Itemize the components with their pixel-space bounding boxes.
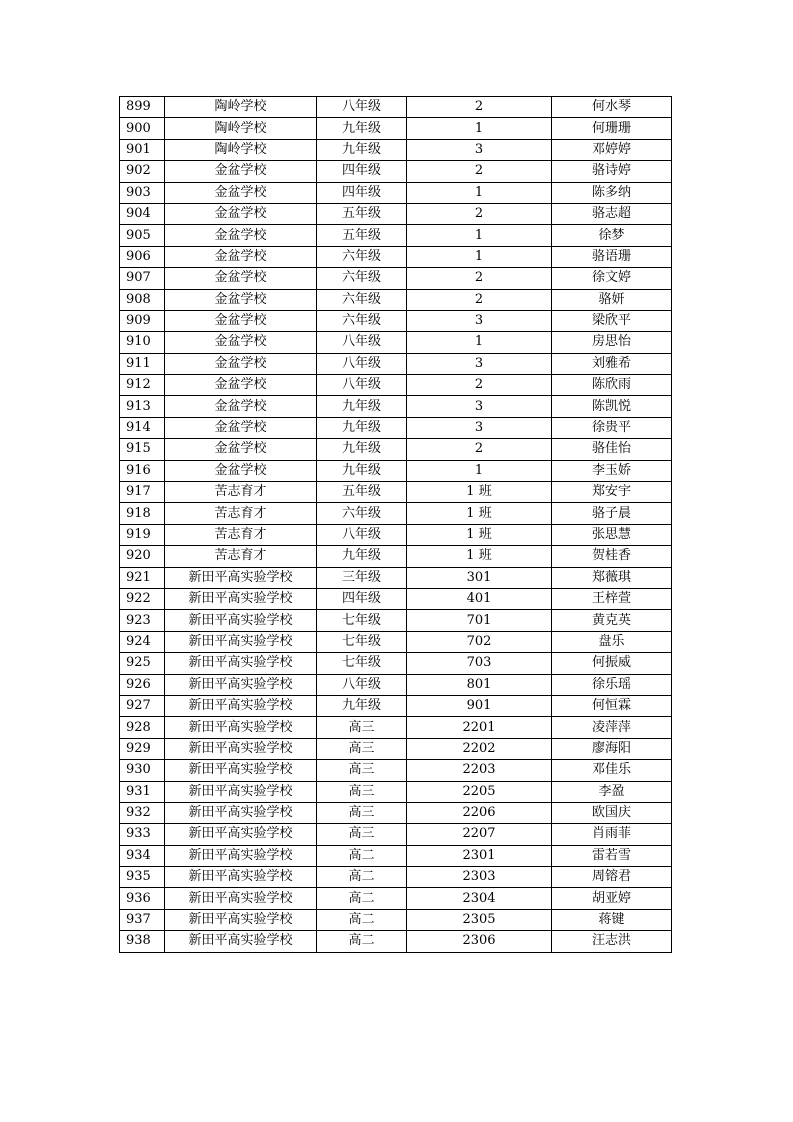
table-row	[120, 931, 672, 952]
student-name-cell: 徐贵平	[552, 417, 672, 438]
row-number-cell: 912	[120, 375, 165, 396]
student-name-cell: 郑安宇	[552, 482, 672, 503]
row-number-cell: 908	[120, 289, 165, 310]
grade-cell: 九年级	[317, 546, 407, 567]
row-number-cell: 899	[120, 97, 165, 118]
class-cell: 2	[407, 268, 552, 289]
student-name-cell: 欧国庆	[552, 802, 672, 823]
class-cell: 2203	[407, 760, 552, 781]
table-row	[120, 353, 672, 374]
class-cell: 703	[407, 653, 552, 674]
school-cell: 新田平高实验学校	[165, 631, 317, 652]
student-name-cell: 骆妍	[552, 289, 672, 310]
row-number-cell: 924	[120, 631, 165, 652]
class-cell: 1	[407, 246, 552, 267]
table-row	[120, 653, 672, 674]
grade-cell: 高二	[317, 909, 407, 930]
table-row	[120, 610, 672, 631]
school-cell: 金盆学校	[165, 268, 317, 289]
row-number-cell: 926	[120, 674, 165, 695]
row-number-cell: 933	[120, 824, 165, 845]
student-name-cell: 张思慧	[552, 524, 672, 545]
grade-cell: 高三	[317, 717, 407, 738]
row-number-cell: 915	[120, 439, 165, 460]
student-name-cell: 汪志洪	[552, 931, 672, 952]
grade-cell: 高三	[317, 738, 407, 759]
row-number-cell: 903	[120, 182, 165, 203]
class-cell: 2206	[407, 802, 552, 823]
row-number-cell: 935	[120, 867, 165, 888]
school-cell: 金盆学校	[165, 375, 317, 396]
student-name-cell: 贺桂香	[552, 546, 672, 567]
student-name-cell: 王梓萱	[552, 588, 672, 609]
school-cell: 陶岭学校	[165, 139, 317, 160]
table-row	[120, 439, 672, 460]
grade-cell: 九年级	[317, 139, 407, 160]
class-cell: 901	[407, 695, 552, 716]
row-number-cell: 921	[120, 567, 165, 588]
row-number-cell: 910	[120, 332, 165, 353]
student-name-cell: 骆子晨	[552, 503, 672, 524]
student-name-cell: 陈多纳	[552, 182, 672, 203]
student-name-cell: 何恒霖	[552, 695, 672, 716]
table-row	[120, 310, 672, 331]
table-row	[120, 867, 672, 888]
table-row	[120, 695, 672, 716]
row-number-cell: 905	[120, 225, 165, 246]
school-cell: 新田平高实验学校	[165, 567, 317, 588]
student-name-cell: 陈凯悦	[552, 396, 672, 417]
student-name-cell: 徐乐瑶	[552, 674, 672, 695]
student-name-cell: 蒋键	[552, 909, 672, 930]
school-cell: 苦志育才	[165, 546, 317, 567]
class-cell: 1	[407, 118, 552, 139]
class-cell: 2202	[407, 738, 552, 759]
school-cell: 金盆学校	[165, 225, 317, 246]
class-cell: 2	[407, 161, 552, 182]
school-cell: 新田平高实验学校	[165, 695, 317, 716]
student-name-cell: 李玉娇	[552, 460, 672, 481]
grade-cell: 高三	[317, 760, 407, 781]
row-number-cell: 900	[120, 118, 165, 139]
school-cell: 金盆学校	[165, 161, 317, 182]
school-cell: 苦志育才	[165, 482, 317, 503]
row-number-cell: 932	[120, 802, 165, 823]
school-cell: 金盆学校	[165, 396, 317, 417]
student-name-cell: 胡亚婷	[552, 888, 672, 909]
grade-cell: 高二	[317, 931, 407, 952]
school-cell: 新田平高实验学校	[165, 760, 317, 781]
class-cell: 1	[407, 182, 552, 203]
school-cell: 新田平高实验学校	[165, 845, 317, 866]
table-row	[120, 781, 672, 802]
table-row	[120, 396, 672, 417]
grade-cell: 八年级	[317, 353, 407, 374]
table-row	[120, 909, 672, 930]
table-row	[120, 845, 672, 866]
table-row	[120, 246, 672, 267]
class-cell: 1	[407, 225, 552, 246]
roster-table	[119, 96, 672, 953]
school-cell: 金盆学校	[165, 439, 317, 460]
table-row	[120, 567, 672, 588]
class-cell: 702	[407, 631, 552, 652]
row-number-cell: 917	[120, 482, 165, 503]
class-cell: 3	[407, 353, 552, 374]
table-row	[120, 268, 672, 289]
row-number-cell: 902	[120, 161, 165, 182]
grade-cell: 九年级	[317, 460, 407, 481]
student-name-cell: 肖雨菲	[552, 824, 672, 845]
school-cell: 金盆学校	[165, 203, 317, 224]
student-name-cell: 徐文婷	[552, 268, 672, 289]
row-number-cell: 928	[120, 717, 165, 738]
row-number-cell: 922	[120, 588, 165, 609]
table-row	[120, 482, 672, 503]
student-name-cell: 凌萍萍	[552, 717, 672, 738]
school-cell: 金盆学校	[165, 289, 317, 310]
class-cell: 301	[407, 567, 552, 588]
class-cell: 2305	[407, 909, 552, 930]
row-number-cell: 901	[120, 139, 165, 160]
row-number-cell: 925	[120, 653, 165, 674]
table-row	[120, 225, 672, 246]
table-row	[120, 503, 672, 524]
row-number-cell: 930	[120, 760, 165, 781]
student-name-cell: 郑薇琪	[552, 567, 672, 588]
school-cell: 金盆学校	[165, 246, 317, 267]
roster-table-body	[120, 97, 672, 953]
school-cell: 新田平高实验学校	[165, 674, 317, 695]
table-row	[120, 738, 672, 759]
table-row	[120, 674, 672, 695]
grade-cell: 九年级	[317, 417, 407, 438]
student-name-cell: 房思怡	[552, 332, 672, 353]
grade-cell: 五年级	[317, 203, 407, 224]
table-row	[120, 182, 672, 203]
row-number-cell: 934	[120, 845, 165, 866]
class-cell: 1 班	[407, 503, 552, 524]
table-row	[120, 375, 672, 396]
grade-cell: 五年级	[317, 225, 407, 246]
school-cell: 新田平高实验学校	[165, 610, 317, 631]
table-row	[120, 760, 672, 781]
class-cell: 2	[407, 375, 552, 396]
grade-cell: 八年级	[317, 375, 407, 396]
table-row	[120, 631, 672, 652]
grade-cell: 九年级	[317, 439, 407, 460]
class-cell: 1 班	[407, 546, 552, 567]
school-cell: 苦志育才	[165, 503, 317, 524]
grade-cell: 高二	[317, 888, 407, 909]
grade-cell: 九年级	[317, 396, 407, 417]
grade-cell: 高二	[317, 845, 407, 866]
school-cell: 金盆学校	[165, 460, 317, 481]
school-cell: 新田平高实验学校	[165, 824, 317, 845]
student-name-cell: 骆志超	[552, 203, 672, 224]
class-cell: 2303	[407, 867, 552, 888]
grade-cell: 三年级	[317, 567, 407, 588]
class-cell: 1	[407, 460, 552, 481]
row-number-cell: 936	[120, 888, 165, 909]
row-number-cell: 929	[120, 738, 165, 759]
row-number-cell: 931	[120, 781, 165, 802]
student-name-cell: 梁欣平	[552, 310, 672, 331]
class-cell: 2205	[407, 781, 552, 802]
school-cell: 陶岭学校	[165, 97, 317, 118]
grade-cell: 高三	[317, 802, 407, 823]
school-cell: 新田平高实验学校	[165, 802, 317, 823]
student-name-cell: 黄克英	[552, 610, 672, 631]
table-row	[120, 203, 672, 224]
row-number-cell: 906	[120, 246, 165, 267]
table-row	[120, 161, 672, 182]
class-cell: 3	[407, 139, 552, 160]
table-row	[120, 118, 672, 139]
student-name-cell: 徐梦	[552, 225, 672, 246]
class-cell: 2	[407, 289, 552, 310]
grade-cell: 六年级	[317, 310, 407, 331]
student-name-cell: 李盈	[552, 781, 672, 802]
student-name-cell: 何珊珊	[552, 118, 672, 139]
class-cell: 2301	[407, 845, 552, 866]
student-name-cell: 陈欣雨	[552, 375, 672, 396]
student-name-cell: 骆诗婷	[552, 161, 672, 182]
table-row	[120, 460, 672, 481]
grade-cell: 六年级	[317, 246, 407, 267]
student-name-cell: 骆佳怡	[552, 439, 672, 460]
table-row	[120, 546, 672, 567]
row-number-cell: 914	[120, 417, 165, 438]
row-number-cell: 907	[120, 268, 165, 289]
grade-cell: 六年级	[317, 268, 407, 289]
school-cell: 新田平高实验学校	[165, 781, 317, 802]
grade-cell: 八年级	[317, 674, 407, 695]
grade-cell: 四年级	[317, 588, 407, 609]
row-number-cell: 916	[120, 460, 165, 481]
class-cell: 2	[407, 439, 552, 460]
table-row	[120, 417, 672, 438]
table-row	[120, 824, 672, 845]
student-name-cell: 刘雅希	[552, 353, 672, 374]
row-number-cell: 920	[120, 546, 165, 567]
grade-cell: 八年级	[317, 97, 407, 118]
table-row	[120, 139, 672, 160]
row-number-cell: 919	[120, 524, 165, 545]
class-cell: 1	[407, 332, 552, 353]
table-row	[120, 588, 672, 609]
grade-cell: 五年级	[317, 482, 407, 503]
student-name-cell: 雷若雪	[552, 845, 672, 866]
student-name-cell: 邓佳乐	[552, 760, 672, 781]
student-name-cell: 邓婷婷	[552, 139, 672, 160]
school-cell: 新田平高实验学校	[165, 867, 317, 888]
table-row	[120, 97, 672, 118]
row-number-cell: 911	[120, 353, 165, 374]
class-cell: 3	[407, 417, 552, 438]
row-number-cell: 938	[120, 931, 165, 952]
student-name-cell: 何振威	[552, 653, 672, 674]
student-name-cell: 盘乐	[552, 631, 672, 652]
class-cell: 701	[407, 610, 552, 631]
class-cell: 3	[407, 396, 552, 417]
school-cell: 苦志育才	[165, 524, 317, 545]
school-cell: 新田平高实验学校	[165, 909, 317, 930]
school-cell: 新田平高实验学校	[165, 717, 317, 738]
class-cell: 2306	[407, 931, 552, 952]
table-row	[120, 802, 672, 823]
grade-cell: 六年级	[317, 289, 407, 310]
grade-cell: 四年级	[317, 161, 407, 182]
class-cell: 1 班	[407, 524, 552, 545]
student-name-cell: 骆语珊	[552, 246, 672, 267]
class-cell: 401	[407, 588, 552, 609]
grade-cell: 六年级	[317, 503, 407, 524]
row-number-cell: 923	[120, 610, 165, 631]
table-row	[120, 332, 672, 353]
school-cell: 新田平高实验学校	[165, 931, 317, 952]
grade-cell: 七年级	[317, 631, 407, 652]
school-cell: 新田平高实验学校	[165, 888, 317, 909]
class-cell: 2	[407, 97, 552, 118]
table-row	[120, 717, 672, 738]
student-name-cell: 廖海阳	[552, 738, 672, 759]
class-cell: 1 班	[407, 482, 552, 503]
school-cell: 新田平高实验学校	[165, 588, 317, 609]
row-number-cell: 927	[120, 695, 165, 716]
row-number-cell: 904	[120, 203, 165, 224]
grade-cell: 八年级	[317, 332, 407, 353]
school-cell: 金盆学校	[165, 353, 317, 374]
row-number-cell: 937	[120, 909, 165, 930]
grade-cell: 高三	[317, 824, 407, 845]
class-cell: 2	[407, 203, 552, 224]
class-cell: 2201	[407, 717, 552, 738]
table-row	[120, 289, 672, 310]
table-row	[120, 524, 672, 545]
school-cell: 陶岭学校	[165, 118, 317, 139]
school-cell: 金盆学校	[165, 332, 317, 353]
grade-cell: 高三	[317, 781, 407, 802]
school-cell: 新田平高实验学校	[165, 738, 317, 759]
grade-cell: 高二	[317, 867, 407, 888]
school-cell: 新田平高实验学校	[165, 653, 317, 674]
school-cell: 金盆学校	[165, 182, 317, 203]
class-cell: 3	[407, 310, 552, 331]
student-name-cell: 周镕君	[552, 867, 672, 888]
grade-cell: 九年级	[317, 118, 407, 139]
grade-cell: 七年级	[317, 653, 407, 674]
class-cell: 2207	[407, 824, 552, 845]
class-cell: 801	[407, 674, 552, 695]
grade-cell: 九年级	[317, 695, 407, 716]
grade-cell: 八年级	[317, 524, 407, 545]
class-cell: 2304	[407, 888, 552, 909]
row-number-cell: 909	[120, 310, 165, 331]
school-cell: 金盆学校	[165, 310, 317, 331]
table-row	[120, 888, 672, 909]
row-number-cell: 913	[120, 396, 165, 417]
grade-cell: 四年级	[317, 182, 407, 203]
row-number-cell: 918	[120, 503, 165, 524]
grade-cell: 七年级	[317, 610, 407, 631]
student-name-cell: 何水琴	[552, 97, 672, 118]
school-cell: 金盆学校	[165, 417, 317, 438]
